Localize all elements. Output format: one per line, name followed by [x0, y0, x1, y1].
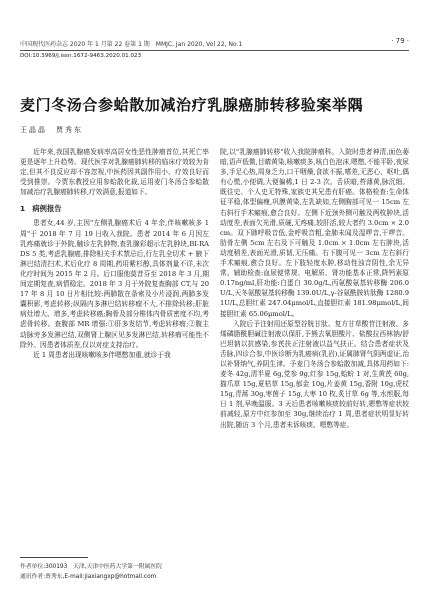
page-number: · 79 · — [391, 37, 409, 45]
header-rule — [20, 50, 409, 51]
running-header — [20, 36, 409, 48]
doi: DOI:10.3969/j.issn.1672-9463.2020.01.023 — [20, 53, 142, 59]
intro-paragraph: 近年来,我国乳腺癌发病率高居女性恶性肿瘤首位,其死亡率更是逐年上升趋势。现代医学对乳腺癌肺转移的临床疗效较为肯定,但其不良反应却不容忽视,中医药因其副作用小、疗效良好而受到推崇。今贾东教授应用参蛤散化裁,运用麦门冬汤合参蛤散加减治疗乳腺癌肺转移,疗效满意,报道如下。 — [20, 148, 209, 197]
case-paragraph-continued: 近 1 周患者出现咳嗽咳多伴嗯憋加重,就诊于我 — [33, 350, 171, 359]
journal-info: 中国现代医药杂志 2020 年 1 月第 22 卷第 1 期 MMJC, Jan 2020, Vol 22, No.1 — [20, 41, 243, 48]
author-unit-footnote: 作者单位:300193 天津,天津中医药大学第一附属医院 — [20, 564, 162, 570]
correspondence-footnote: 通讯作者:贾秀东,E-mail:jiaxiangxp@hotmail.com — [20, 574, 157, 580]
section-heading: 1 病例报告 — [20, 204, 62, 214]
case-paragraph: 患者女,44 岁,主因"左侧乳腺癌术后 4 年余,伴咳嗽咳多 1 周"于 2018 年 7 月 19 日收入我院。患者 2014 年 6 月因左乳疼痛就诊于外院,触诊左乳肿物,查乳腺彩超示左乳肿块,BI-RADS 5 类,考虑乳腺癌,排除相关手术禁忌后,行左乳全切术 + 腋下淋巴结清扫术,术后化疗 8 周期,药用紫杉醇,具体剂量不详,未次化疗时间为 2015 年 2 月。后口服他莫昔芬至 2018 年 3 月,期间定期复查,病情稳定。2018 年 3 月于外院复查胸部 CT,与 2017 年 8 月 10 日片相比较:两肺散在条索及小片浸润,两肺多发囊积影,考虑转移;纵隔内多淋巴结转移瘤不大,不排除转移;肝脏病灶增大、增多,考虑转移癌;胸骨及部分椎体内骨质密度不均,考虑骨转移。查腹部 MR 增强:①肝多发结节,考虑转移瘤;②腹主动脉旁多发淋巴结,双侧肾上腺区见多发淋巴结,转移瘤可能性不除外。因患者体质差,仅以对症支持治疗。 — [20, 219, 209, 349]
footnote-rule — [20, 557, 88, 558]
authors: 王晶晶 贾秀东 — [20, 126, 83, 134]
left-column — [20, 147, 209, 360]
right-column — [220, 147, 409, 430]
article-title: 麦门冬汤合参蛤散加减治疗乳腺癌肺转移验案举隅 — [20, 96, 364, 114]
exam-paragraph: 院,以"乳腺癌肺转移"收入我院肿瘤科。入院时患者神清,面色萎暗,语声低微,目睛黄染,咳嗽痰多,咳白色泡沫,嗯憋,不能平卧,夜尿多,手足心热,周身乏力,口干咽燥,食欲不振,嗜差,无恶心、呕吐,偶有心慌,小便调,大便偏稀,1 日 2-3 次。舌质暗,苔薄黄,脉沉细。既往史、个人史无特殊,家族史其兄患有肝癌。体格检查:生命体征平稳,体型偏瘦,巩膜黄染,左乳缺如,左侧胸部可见一 15cm 左右斜行手术瘢痕,愈合良好。左侧下近颈外侧可触及两枚肿块,活动度差,表面欠光滑,质硬,无疼痛,较肝活,较大者约 3.0cm × 2.0cm。双下肺呼吸音低,金呼吸音粗,金肺未闻及湿啰音,干啰音。肋骨左侧 5cm 左右及下可触及 1.0cm × 1.0cm 左右肿块,活动度稍差,表面光滑,质韧,无压痛。右下腹可见一 3cm 左右斜行手术瘢痕,愈合良好。左下肢轻度水肿,移动性浊音阴性,余无异常。辅助检查:血尿便常规、电解质、肾功能基本正常,降钙素原 0.17ng/ml,肝功能:白蛋白 30.0g/L,丙氨酸氨基转移酶 206.0U/L,天冬氨酸氨基转移酶 139.0U/L,γ-谷氨酰胺转肽酶 1280.91U/L,总胆红素 247.04μmol/L,直接胆红素 181.98μmol/L,间接胆红素 65.06μmol/L。 — [220, 148, 409, 318]
treatment-paragraph: 入院后予注射用还原型谷胱甘肽、复方甘草酸苷注射液、多烯磷脂酰胆碱注射液以保肝,予熊去氧胆酸片、盐酸拉西林钠/舒巴坦钠以抗感染,参芪扶正注射液以益气扶正。结合患者症状及舌脉,四诊合参,中医诊断为乳癌病(乳岩),证属肺肾气阴两虚证,治以补肾纳气,养阴生津。予麦门冬汤合参蛤散加减,具体用药如下:麦冬 42g,清半夏 6g,党参 9g,红参 15g,蛤蚧 1 对,生黄芪 60g,猫爪草 15g,夏枯草 15g,郁金 10g,片姜黄 15g,香附 10g,虎杖 15g,青蒿 30g,枣茵子 15g,大枣 10 枚,炙甘草 6g 等,水煎服,每日 1 剂,早晚温服。3 天后患者咳嗽咳痰较前好转,嗯憋等症状较前减轻,原方中红参加至 30g,继续治疗 1 周,患者症状明显好转出院,随访 3 个月,患者未诉咳痰、嗯憋等症。 — [220, 319, 409, 429]
